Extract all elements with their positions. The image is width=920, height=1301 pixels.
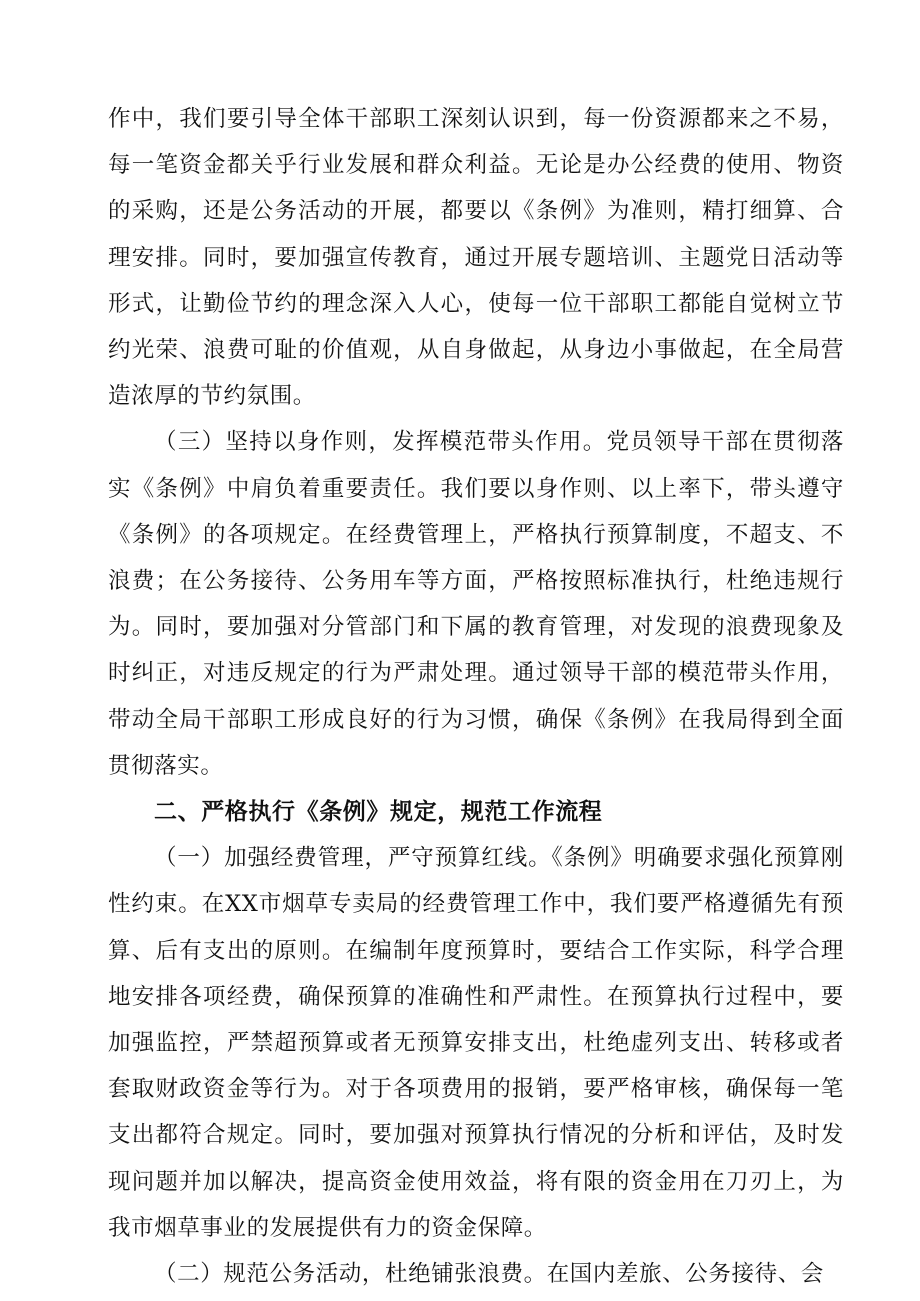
- section-heading-2: 二、严格执行《条例》规定，规范工作流程: [154, 799, 603, 826]
- paragraph-official-activities: （二）规范公务活动，杜绝铺张浪费。在国内差旅、公务接待、会: [154, 1261, 824, 1288]
- paragraph-lead-by-example: （三）坚持以身作则，发挥模范带头作用。党员领导干部在贯彻落实《条例》中肩负着重要责任。我们要以身作则、以上率下，带头遵守《条例》的各项规定。在经费管理上，严格执行预算制度，不超支、不浪费；在公务接待、公务用车等方面，严格按照标准执行，杜绝违规行为。同时，要加强对分管部门和下属的教育管理，对发现的浪费现象及时纠正，对违反规定的行为严肃处理。通过领导干部的模范带头作用，带动全局干部职工形成良好的行为习惯，确保《条例》在我局得到全面贯彻落实。: [108, 429, 844, 779]
- paragraph-budget-management: （一）加强经费管理，严守预算红线。《条例》明确要求强化预算刚性约束。在XX市烟草专卖局的经费管理工作中，我们要严格遵循先有预算、后有支出的原则。在编制年度预算时，要结合工作实际，科学合理地安排各项经费，确保预算的准确性和严肃性。在预算执行过程中，要加强监控，严禁超预算或者无预算安排支出，杜绝虚列支出、转移或者套取财政资金等行为。对于各项费用的报销，要严格审核，确保每一笔支出都符合规定。同时，要加强对预算执行情况的分析和评估，及时发现问题并加以解决，提高资金使用效益，将有限的资金用在刀刃上，为我市烟草事业的发展提供有力的资金保障。: [108, 845, 844, 1241]
- document-body: [108, 96, 844, 1297]
- paragraph-continuation: 作中，我们要引导全体干部职工深刻认识到，每一份资源都来之不易，每一笔资金都关乎行业发展和群众利益。无论是办公经费的使用、物资的采购，还是公务活动的开展，都要以《条例》为准则，精打细算、合理安排。同时，要加强宣传教育，通过开展专题培训、主题党日活动等形式，让勤俭节约的理念深入人心，使每一位干部职工都能自觉树立节约光荣、浪费可耻的价值观，从自身做起，从身边小事做起，在全局营造浓厚的节约氛围。: [108, 106, 844, 410]
